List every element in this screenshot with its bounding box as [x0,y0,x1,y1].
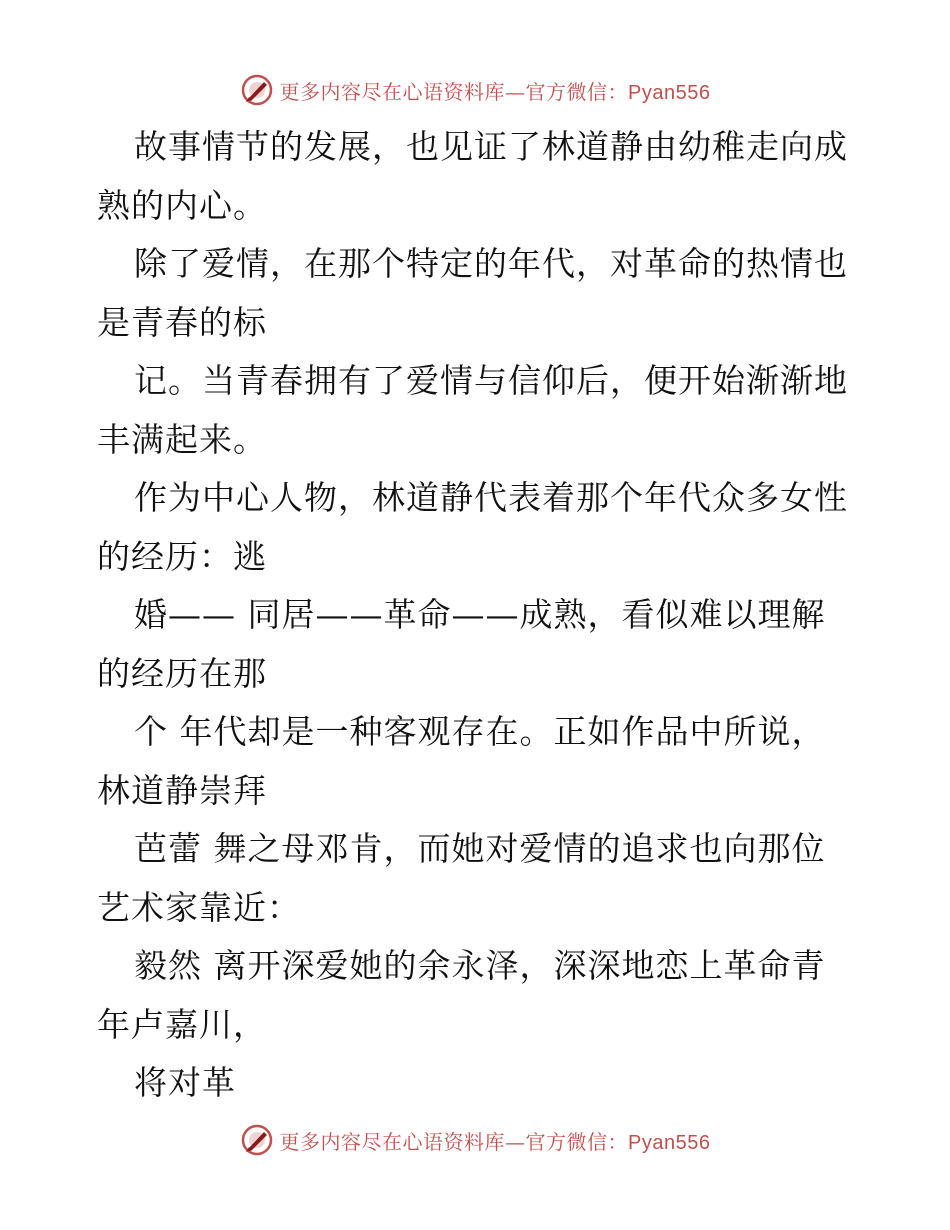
logo-icon [240,73,274,107]
paragraph: 毅然 离开深爱她的余永泽，深深地恋上革命青年卢嘉川， [97,946,826,1044]
paragraph: 婚—— 同居——革命——成熟，看似难以理解的经历在那 [97,595,826,693]
paragraph: 将对革 [134,1063,236,1102]
paragraph: 除了爱情，在那个特定的年代，对革命的热情也是青春的标 [97,244,848,342]
paragraph: 作为中心人物，林道静代表着那个年代众多女性的经历：逃 [97,478,848,576]
paragraph: 故事情节的发展，也见证了林道静由幼稚走向成熟的内心。 [97,127,848,225]
header-banner-text: 更多内容尽在心语资料库—官方微信：Pyan556 [279,79,711,104]
document-body [97,118,857,1113]
header-banner [0,68,950,112]
footer-banner [0,1118,950,1162]
logo-icon [240,1123,274,1157]
paragraph: 个 年代却是一种客观存在。正如作品中所说，林道静崇拜 [97,712,826,810]
paragraph: 记。当青春拥有了爱情与信仰后，便开始渐渐地丰满起来。 [97,361,848,459]
footer-banner-text: 更多内容尽在心语资料库—官方微信：Pyan556 [279,1129,711,1154]
paragraph: 芭蕾 舞之母邓肯，而她对爱情的追求也向那位艺术家靠近： [97,829,826,927]
